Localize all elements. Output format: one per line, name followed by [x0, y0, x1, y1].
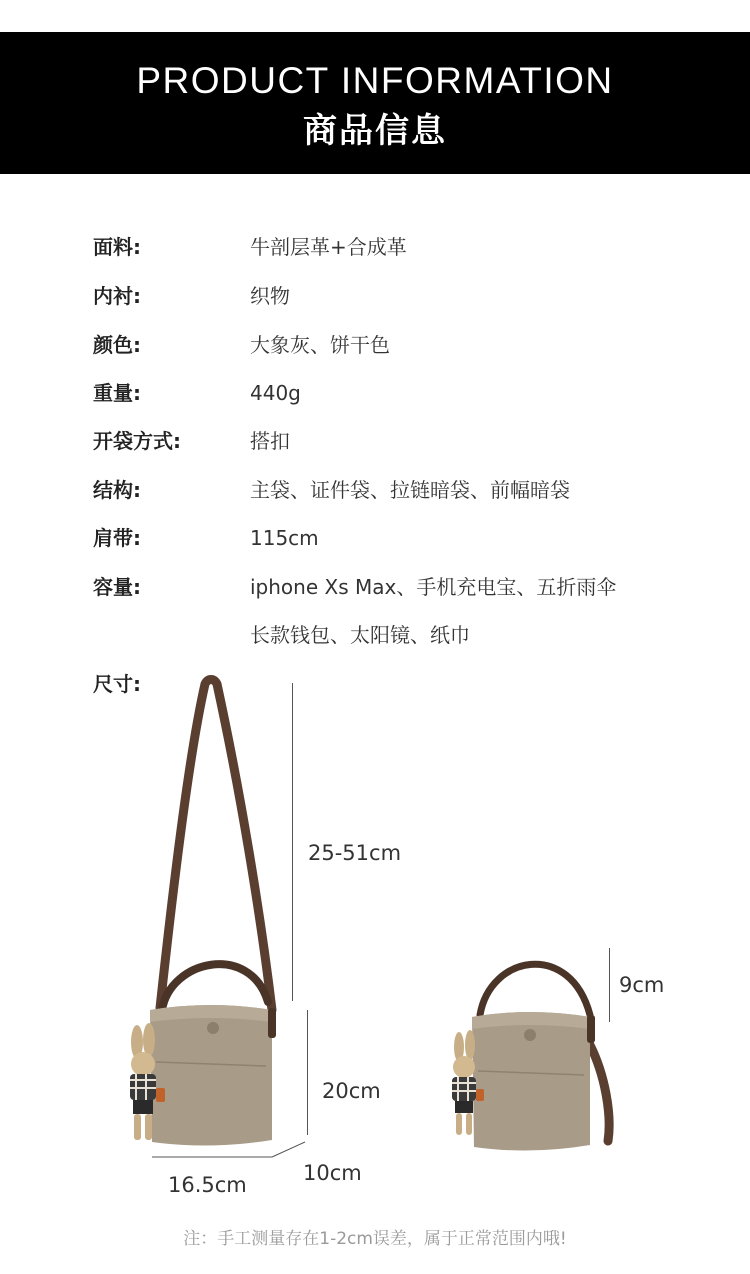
title-chinese: 商品信息: [303, 111, 447, 151]
bag-photo-handle: [430, 945, 620, 1165]
height-dimension-line: [307, 1010, 308, 1135]
width-label: 16.5cm: [168, 1173, 247, 1197]
spec-value: 主袋、证件袋、拉链暗袋、前幅暗袋: [250, 478, 570, 502]
spec-row-capacity: [93, 572, 713, 602]
handle-dimension-line: [609, 948, 610, 1022]
bag-photo-with-strap: [100, 670, 300, 1170]
spec-value: 织物: [250, 284, 290, 308]
spec-row-weight: [93, 378, 713, 408]
spec-label: 重量:: [93, 381, 141, 405]
spec-value: iphone Xs Max、手机充电宝、五折雨伞: [250, 575, 617, 599]
spec-value: 115cm: [250, 526, 319, 550]
strap-length-label: 25-51cm: [308, 841, 402, 865]
spec-value: 牛剖层革+合成革: [250, 235, 407, 259]
title-english: PRODUCT INFORMATION: [136, 60, 614, 101]
spec-value: 大象灰、饼干色: [250, 333, 390, 357]
spec-label: 面料:: [93, 235, 141, 259]
spec-label: 肩带:: [93, 526, 141, 550]
measurement-note: 注：手工测量存在1-2cm误差，属于正常范围内哦!: [183, 1229, 567, 1249]
spec-row-closure: [93, 426, 713, 456]
spec-label: 内衬:: [93, 284, 141, 308]
spec-label: 开袋方式:: [93, 429, 181, 453]
height-label: 20cm: [322, 1079, 381, 1103]
spec-label: 结构:: [93, 478, 141, 502]
spec-row-strap: [93, 523, 713, 553]
header-banner: [0, 32, 750, 174]
size-label: 尺寸:: [93, 672, 141, 696]
spec-value: 长款钱包、太阳镜、纸巾: [250, 623, 470, 647]
spec-label: 容量:: [93, 575, 141, 599]
spec-row-structure: [93, 475, 713, 505]
spec-row-lining: [93, 281, 713, 311]
spec-label: 颜色:: [93, 333, 141, 357]
spec-row-material: [93, 232, 713, 262]
spec-value: 440g: [250, 381, 301, 405]
spec-row-capacity-cont: [93, 620, 713, 650]
spec-value: 搭扣: [250, 429, 290, 453]
depth-label: 10cm: [303, 1161, 362, 1185]
handle-height-label: 9cm: [619, 973, 665, 997]
strap-dimension-line: [292, 683, 293, 1001]
spec-row-color: [93, 330, 713, 360]
